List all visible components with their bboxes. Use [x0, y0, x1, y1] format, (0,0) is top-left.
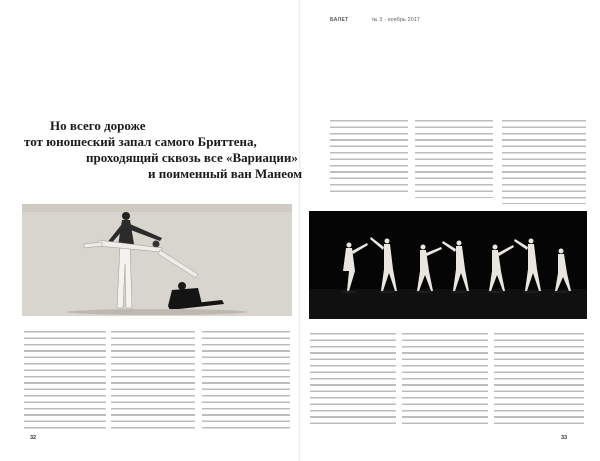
ballet-ensemble-photo: [309, 211, 587, 319]
headline-line: Но всего дороже: [50, 118, 146, 133]
page-number-right: 33: [561, 435, 568, 441]
article-headline: [24, 118, 303, 182]
issue-info: № 3 · ноябрь 2017: [372, 17, 421, 23]
text-block: [415, 120, 493, 198]
text-block: [402, 333, 488, 429]
article-column: [494, 333, 584, 431]
ballet-duet-photo: [22, 204, 292, 316]
article-column: [402, 333, 488, 431]
text-block: [494, 333, 584, 429]
page-gutter: [299, 0, 301, 461]
text-block: [310, 333, 396, 429]
headline-line: и поименный ван Манеом: [148, 166, 303, 181]
article-column: [330, 120, 408, 198]
headline-line: тот юношеский запал самого Бриттена,: [24, 134, 257, 149]
article-column: [24, 331, 106, 431]
article-column: [415, 120, 493, 200]
headline-line: проходящий сквозь все «Вариации»: [86, 150, 298, 165]
article-column: [310, 333, 396, 431]
text-block: [502, 120, 586, 204]
text-block: [111, 331, 195, 429]
running-head: [330, 17, 590, 29]
page-number-left: 32: [30, 435, 37, 441]
article-column: [202, 331, 290, 431]
magazine-name: БАЛЕТ: [330, 17, 349, 23]
text-block: [330, 120, 408, 196]
article-column: [502, 120, 586, 206]
text-block: [202, 331, 290, 429]
article-column: [111, 331, 195, 431]
text-block: [24, 331, 106, 429]
